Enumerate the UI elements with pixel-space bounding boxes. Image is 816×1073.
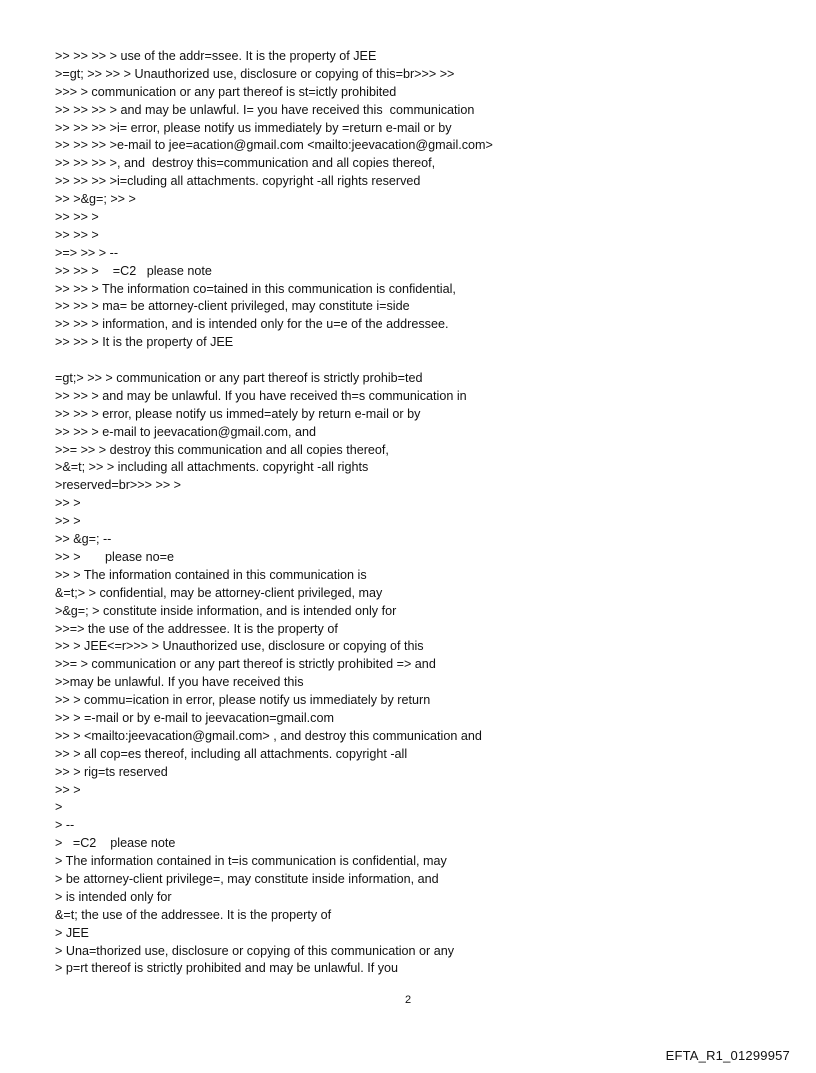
text-line: >>=> the use of the addressee. It is the property of [55, 621, 338, 636]
text-line: > JEE [55, 925, 89, 940]
text-line: >> > JEE<=r>>> > Unauthorized use, disclosure or copying of this [55, 639, 424, 654]
text-line: >=gt; >> >> > Unauthorized use, disclosure or copying of this=br>>> >> [55, 66, 455, 81]
text-line: >> >> > ma= be attorney-client privileged, may constitute i=side [55, 299, 410, 314]
text-line: >> >> > It is the property of JEE [55, 335, 234, 350]
text-line: >> >> > [55, 210, 99, 225]
text-line: > [55, 800, 63, 815]
text-line: >> >> > e-mail to jeevacation@gmail.com, and [55, 424, 316, 439]
text-line: > =C2 please note [55, 836, 176, 851]
blank-line [55, 352, 795, 370]
text-line: >> > [55, 782, 81, 797]
text-line: >&g=; > constitute inside information, and is intended only for [55, 603, 397, 618]
text-line: >> >> > The information co=tained in this communication is confidential, [55, 281, 456, 296]
text-line: >> >> > error, please notify us immed=ately by return e-mail or by [55, 406, 421, 421]
text-line: >> >> >> > and may be unlawful. I= you have received this communication [55, 102, 475, 117]
text-line: >reserved=br>>> >> > [55, 478, 182, 493]
text-line: >> >&g=; >> > [55, 192, 136, 207]
text-line: >>may be unlawful. If you have received this [55, 675, 304, 690]
text-line: >> > =-mail or by e-mail to jeevacation=gmail.com [55, 710, 334, 725]
text-line: >>= >> > destroy this communication and all copies thereof, [55, 442, 389, 457]
email-body-text [55, 48, 795, 978]
text-line: > -- [55, 818, 75, 833]
text-line: >> > The information contained in this communication is [55, 567, 367, 582]
text-line: >=> >> > -- [55, 245, 119, 260]
text-line: >> >> >> > use of the addr=ssee. It is the property of JEE [55, 49, 377, 63]
text-line: >> > commu=ication in error, please notify us immediately by return [55, 693, 431, 708]
text-line: >> >> >> >e-mail to jee=acation@gmail.com <mailto:jeevacation@gmail.com> [55, 138, 493, 153]
text-line: >> >> > information, and is intended only for the u=e of the addressee. [55, 317, 449, 332]
text-line: > be attorney-client privilege=, may constitute inside information, and [55, 871, 439, 886]
text-line: >> >> > [55, 227, 99, 242]
text-line: >> >> >> >i=cluding all attachments. copyright -all rights reserved [55, 174, 421, 189]
text-line: >> > please no=e [55, 549, 175, 564]
text-line: >&=t; >> > including all attachments. copyright -all rights [55, 460, 369, 475]
text-line: > p=rt thereof is strictly prohibited and may be unlawful. If you [55, 961, 399, 976]
text-line: >> > all cop=es thereof, including all attachments. copyright -all [55, 746, 408, 761]
text-line: =gt;> >> > communication or any part thereof is strictly prohib=ted [55, 371, 423, 386]
text-line: >> >> >> >, and destroy this=communication and all copies thereof, [55, 156, 436, 171]
text-line: > The information contained in t=is communication is confidential, may [55, 854, 447, 869]
text-line: >>> > communication or any part thereof is st=ictly prohibited [55, 84, 397, 99]
text-line: > is intended only for [55, 889, 172, 904]
text-line: &=t; the use of the addressee. It is the property of [55, 907, 332, 922]
text-line: >> > [55, 496, 81, 511]
text-line: >> > [55, 514, 81, 529]
text-line: > Una=thorized use, disclosure or copying of this communication or any [55, 943, 455, 958]
text-line: >> > <mailto:jeevacation@gmail.com> , and destroy this communication and [55, 728, 482, 743]
page-number: 2 [404, 994, 412, 1006]
text-line: >> > rig=ts reserved [55, 764, 168, 779]
text-line: >> >> > and may be unlawful. If you have received th=s communication in [55, 388, 467, 403]
text-line: &=t;> > confidential, may be attorney-client privileged, may [55, 585, 383, 600]
text-line: >> >> >> >i= error, please notify us immediately by =return e-mail or by [55, 120, 452, 135]
text-line: >>= > communication or any part thereof is strictly prohibited => and [55, 657, 436, 672]
text-line: >> &g=; -- [55, 532, 112, 547]
bates-number: EFTA_R1_01299957 [665, 1048, 790, 1063]
text-line: >> >> > =C2 please note [55, 263, 212, 278]
